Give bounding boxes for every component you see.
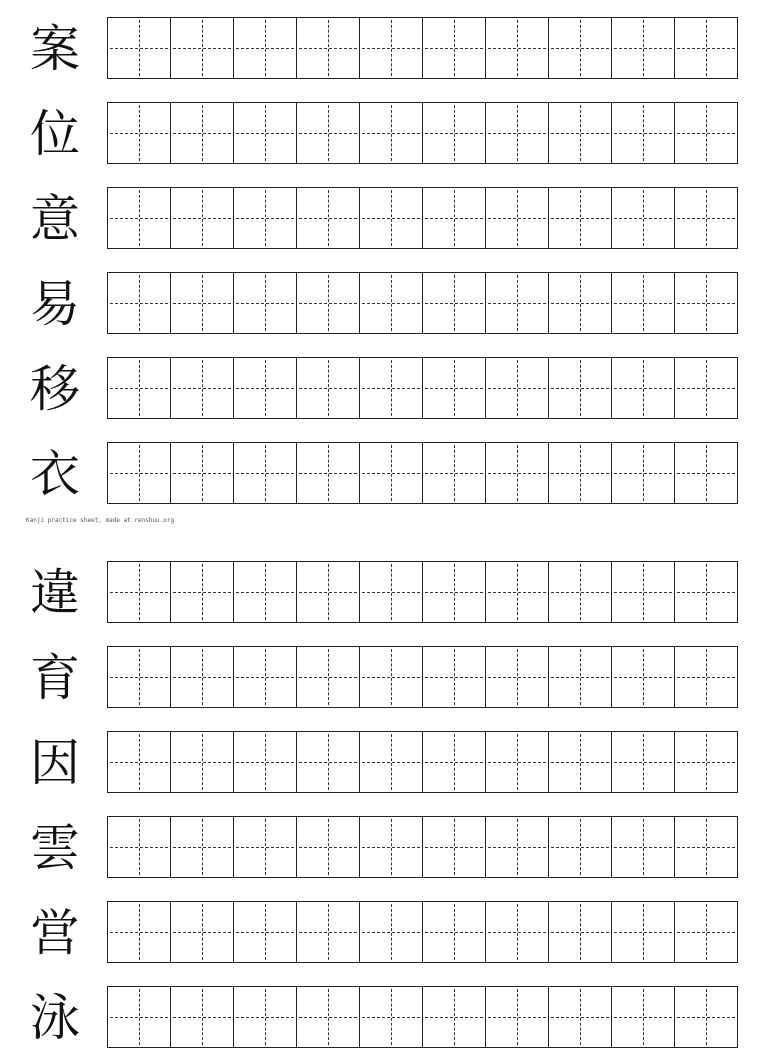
practice-cell[interactable] <box>549 901 612 963</box>
horizontal-guide-line <box>173 218 231 219</box>
practice-cell[interactable] <box>108 272 171 334</box>
horizontal-guide-line <box>236 762 294 763</box>
practice-cell[interactable] <box>549 561 612 623</box>
horizontal-guide-line <box>362 592 420 593</box>
horizontal-guide-line <box>425 388 483 389</box>
practice-cell[interactable] <box>549 187 612 249</box>
model-kanji: 違 <box>30 564 80 622</box>
practice-cell[interactable] <box>360 357 423 419</box>
practice-grid[interactable] <box>107 272 737 334</box>
practice-cell[interactable] <box>360 731 423 793</box>
practice-cell[interactable] <box>675 901 738 963</box>
horizontal-guide-line <box>173 388 231 389</box>
horizontal-guide-line <box>173 932 231 933</box>
horizontal-guide-line <box>362 677 420 678</box>
horizontal-guide-line <box>425 762 483 763</box>
practice-cell[interactable] <box>423 816 486 878</box>
horizontal-guide-line <box>488 388 546 389</box>
horizontal-guide-line <box>488 48 546 49</box>
horizontal-guide-line <box>110 847 168 848</box>
horizontal-guide-line <box>110 932 168 933</box>
horizontal-guide-line <box>173 592 231 593</box>
practice-cell[interactable] <box>171 442 234 504</box>
practice-cell[interactable] <box>486 102 549 164</box>
horizontal-guide-line <box>110 218 168 219</box>
horizontal-guide-line <box>110 677 168 678</box>
horizontal-guide-line <box>362 388 420 389</box>
horizontal-guide-line <box>425 592 483 593</box>
horizontal-guide-line <box>173 303 231 304</box>
model-kanji: 位 <box>30 105 80 163</box>
horizontal-guide-line <box>362 762 420 763</box>
practice-cell[interactable] <box>423 357 486 419</box>
horizontal-guide-line <box>236 677 294 678</box>
practice-grid[interactable] <box>107 561 737 623</box>
practice-cell[interactable] <box>297 102 360 164</box>
model-kanji: 意 <box>30 190 80 248</box>
practice-cell[interactable] <box>108 816 171 878</box>
horizontal-guide-line <box>236 218 294 219</box>
horizontal-guide-line <box>173 473 231 474</box>
practice-cell[interactable] <box>297 357 360 419</box>
practice-cell[interactable] <box>423 187 486 249</box>
model-kanji: 雲 <box>30 819 80 877</box>
practice-cell[interactable] <box>549 731 612 793</box>
horizontal-guide-line <box>425 932 483 933</box>
horizontal-guide-line <box>677 762 735 763</box>
horizontal-guide-line <box>299 48 357 49</box>
horizontal-guide-line <box>551 303 609 304</box>
horizontal-guide-line <box>110 48 168 49</box>
practice-cell[interactable] <box>612 442 675 504</box>
practice-cell[interactable] <box>549 646 612 708</box>
practice-cell[interactable] <box>486 17 549 79</box>
model-kanji: 案 <box>30 20 80 78</box>
model-kanji: 育 <box>30 649 80 707</box>
horizontal-guide-line <box>614 303 672 304</box>
practice-cell[interactable] <box>297 442 360 504</box>
horizontal-guide-line <box>299 1017 357 1018</box>
practice-cell[interactable] <box>675 17 738 79</box>
practice-cell[interactable] <box>549 272 612 334</box>
horizontal-guide-line <box>677 388 735 389</box>
practice-cell[interactable] <box>423 901 486 963</box>
practice-grid[interactable] <box>107 357 737 419</box>
model-kanji: 因 <box>30 734 80 792</box>
horizontal-guide-line <box>236 932 294 933</box>
practice-cell[interactable] <box>423 272 486 334</box>
horizontal-guide-line <box>362 133 420 134</box>
practice-cell[interactable] <box>108 187 171 249</box>
practice-row <box>0 272 768 336</box>
horizontal-guide-line <box>299 847 357 848</box>
horizontal-guide-line <box>488 677 546 678</box>
practice-cell[interactable] <box>612 561 675 623</box>
practice-cell[interactable] <box>234 187 297 249</box>
horizontal-guide-line <box>488 218 546 219</box>
practice-cell[interactable] <box>549 442 612 504</box>
horizontal-guide-line <box>677 932 735 933</box>
model-kanji: 易 <box>30 275 80 333</box>
practice-cell[interactable] <box>297 646 360 708</box>
horizontal-guide-line <box>551 847 609 848</box>
practice-cell[interactable] <box>423 986 486 1048</box>
practice-cell[interactable] <box>171 272 234 334</box>
model-kanji: 移 <box>30 360 80 418</box>
horizontal-guide-line <box>425 218 483 219</box>
practice-cell[interactable] <box>675 731 738 793</box>
practice-cell[interactable] <box>108 17 171 79</box>
horizontal-guide-line <box>614 592 672 593</box>
horizontal-guide-line <box>110 762 168 763</box>
practice-cell[interactable] <box>171 986 234 1048</box>
practice-cell[interactable] <box>171 17 234 79</box>
practice-cell[interactable] <box>360 272 423 334</box>
practice-cell[interactable] <box>612 357 675 419</box>
horizontal-guide-line <box>677 677 735 678</box>
practice-cell[interactable] <box>486 986 549 1048</box>
practice-cell[interactable] <box>360 102 423 164</box>
horizontal-guide-line <box>425 473 483 474</box>
horizontal-guide-line <box>299 303 357 304</box>
practice-cell[interactable] <box>234 731 297 793</box>
horizontal-guide-line <box>173 1017 231 1018</box>
practice-row <box>0 187 768 251</box>
practice-cell[interactable] <box>360 816 423 878</box>
horizontal-guide-line <box>299 388 357 389</box>
sheet-footer-credit: Kanji practice sheet, made at renshuu.org <box>26 517 175 524</box>
horizontal-guide-line <box>614 847 672 848</box>
practice-cell[interactable] <box>360 187 423 249</box>
horizontal-guide-line <box>614 388 672 389</box>
horizontal-guide-line <box>551 48 609 49</box>
practice-cell[interactable] <box>171 561 234 623</box>
practice-cell[interactable] <box>360 901 423 963</box>
horizontal-guide-line <box>236 48 294 49</box>
practice-cell[interactable] <box>675 357 738 419</box>
practice-cell[interactable] <box>612 646 675 708</box>
horizontal-guide-line <box>236 388 294 389</box>
practice-cell[interactable] <box>171 646 234 708</box>
practice-cell[interactable] <box>360 986 423 1048</box>
horizontal-guide-line <box>488 762 546 763</box>
practice-cell[interactable] <box>486 731 549 793</box>
practice-cell[interactable] <box>612 187 675 249</box>
horizontal-guide-line <box>614 762 672 763</box>
practice-cell[interactable] <box>360 442 423 504</box>
practice-cell[interactable] <box>171 357 234 419</box>
practice-grid[interactable] <box>107 187 737 249</box>
horizontal-guide-line <box>488 1017 546 1018</box>
practice-cell[interactable] <box>675 442 738 504</box>
horizontal-guide-line <box>236 1017 294 1018</box>
horizontal-guide-line <box>677 303 735 304</box>
horizontal-guide-line <box>488 592 546 593</box>
horizontal-guide-line <box>677 133 735 134</box>
practice-cell[interactable] <box>486 816 549 878</box>
horizontal-guide-line <box>173 133 231 134</box>
horizontal-guide-line <box>614 133 672 134</box>
horizontal-guide-line <box>362 303 420 304</box>
practice-cell[interactable] <box>423 646 486 708</box>
practice-cell[interactable] <box>234 357 297 419</box>
practice-cell[interactable] <box>171 187 234 249</box>
practice-row <box>0 646 768 710</box>
practice-row <box>0 901 768 965</box>
horizontal-guide-line <box>488 932 546 933</box>
horizontal-guide-line <box>551 677 609 678</box>
practice-cell[interactable] <box>297 17 360 79</box>
practice-cell[interactable] <box>675 561 738 623</box>
practice-cell[interactable] <box>360 561 423 623</box>
horizontal-guide-line <box>488 847 546 848</box>
horizontal-guide-line <box>299 932 357 933</box>
practice-cell[interactable] <box>234 442 297 504</box>
horizontal-guide-line <box>362 1017 420 1018</box>
horizontal-guide-line <box>425 303 483 304</box>
practice-cell[interactable] <box>234 272 297 334</box>
practice-cell[interactable] <box>108 561 171 623</box>
practice-grid[interactable] <box>107 901 737 963</box>
horizontal-guide-line <box>488 473 546 474</box>
practice-cell[interactable] <box>108 646 171 708</box>
horizontal-guide-line <box>551 388 609 389</box>
horizontal-guide-line <box>110 473 168 474</box>
practice-grid[interactable] <box>107 731 737 793</box>
practice-cell[interactable] <box>549 986 612 1048</box>
horizontal-guide-line <box>236 847 294 848</box>
practice-cell[interactable] <box>360 646 423 708</box>
horizontal-guide-line <box>677 847 735 848</box>
horizontal-guide-line <box>551 592 609 593</box>
practice-grid[interactable] <box>107 816 737 878</box>
practice-cell[interactable] <box>297 986 360 1048</box>
practice-cell[interactable] <box>675 816 738 878</box>
practice-cell[interactable] <box>297 272 360 334</box>
practice-cell[interactable] <box>234 986 297 1048</box>
practice-cell[interactable] <box>612 731 675 793</box>
practice-grid[interactable] <box>107 442 737 504</box>
practice-cell[interactable] <box>486 357 549 419</box>
horizontal-guide-line <box>677 592 735 593</box>
practice-row <box>0 731 768 795</box>
practice-cell[interactable] <box>675 187 738 249</box>
model-kanji: 衣 <box>30 445 80 503</box>
practice-cell[interactable] <box>297 561 360 623</box>
practice-row <box>0 102 768 166</box>
practice-cell[interactable] <box>108 901 171 963</box>
horizontal-guide-line <box>677 473 735 474</box>
horizontal-guide-line <box>236 133 294 134</box>
practice-cell[interactable] <box>423 17 486 79</box>
practice-cell[interactable] <box>171 102 234 164</box>
practice-grid[interactable] <box>107 646 737 708</box>
horizontal-guide-line <box>551 133 609 134</box>
horizontal-guide-line <box>551 473 609 474</box>
practice-cell[interactable] <box>108 357 171 419</box>
horizontal-guide-line <box>362 48 420 49</box>
horizontal-guide-line <box>551 932 609 933</box>
horizontal-guide-line <box>551 218 609 219</box>
practice-cell[interactable] <box>486 901 549 963</box>
model-kanji: 泳 <box>30 989 80 1047</box>
horizontal-guide-line <box>677 1017 735 1018</box>
horizontal-guide-line <box>425 48 483 49</box>
practice-grid[interactable] <box>107 102 737 164</box>
practice-row <box>0 357 768 421</box>
practice-grid[interactable] <box>107 17 737 79</box>
horizontal-guide-line <box>110 1017 168 1018</box>
practice-cell[interactable] <box>360 17 423 79</box>
practice-cell[interactable] <box>234 816 297 878</box>
practice-cell[interactable] <box>486 646 549 708</box>
horizontal-guide-line <box>614 48 672 49</box>
practice-row <box>0 816 768 880</box>
practice-cell[interactable] <box>423 561 486 623</box>
horizontal-guide-line <box>551 762 609 763</box>
practice-cell[interactable] <box>612 17 675 79</box>
practice-cell[interactable] <box>675 986 738 1048</box>
horizontal-guide-line <box>614 677 672 678</box>
horizontal-guide-line <box>488 303 546 304</box>
practice-cell[interactable] <box>675 102 738 164</box>
practice-cell[interactable] <box>549 357 612 419</box>
practice-cell[interactable] <box>234 646 297 708</box>
practice-row <box>0 561 768 625</box>
model-kanji: 営 <box>30 904 80 962</box>
practice-cell[interactable] <box>423 731 486 793</box>
horizontal-guide-line <box>677 48 735 49</box>
practice-cell[interactable] <box>108 442 171 504</box>
practice-cell[interactable] <box>171 731 234 793</box>
practice-row <box>0 442 768 506</box>
horizontal-guide-line <box>173 762 231 763</box>
practice-cell[interactable] <box>108 102 171 164</box>
horizontal-guide-line <box>425 677 483 678</box>
practice-cell[interactable] <box>486 442 549 504</box>
practice-cell[interactable] <box>234 17 297 79</box>
practice-cell[interactable] <box>297 731 360 793</box>
horizontal-guide-line <box>110 303 168 304</box>
horizontal-guide-line <box>236 303 294 304</box>
practice-row <box>0 986 768 1050</box>
practice-cell[interactable] <box>234 102 297 164</box>
practice-cell[interactable] <box>108 731 171 793</box>
practice-cell[interactable] <box>108 986 171 1048</box>
horizontal-guide-line <box>236 473 294 474</box>
practice-cell[interactable] <box>612 272 675 334</box>
horizontal-guide-line <box>173 847 231 848</box>
practice-cell[interactable] <box>675 646 738 708</box>
practice-cell[interactable] <box>486 272 549 334</box>
horizontal-guide-line <box>551 1017 609 1018</box>
practice-cell[interactable] <box>612 986 675 1048</box>
horizontal-guide-line <box>236 592 294 593</box>
horizontal-guide-line <box>614 473 672 474</box>
horizontal-guide-line <box>362 932 420 933</box>
horizontal-guide-line <box>362 473 420 474</box>
practice-cell[interactable] <box>549 816 612 878</box>
practice-cell[interactable] <box>486 561 549 623</box>
horizontal-guide-line <box>110 388 168 389</box>
horizontal-guide-line <box>173 48 231 49</box>
horizontal-guide-line <box>677 218 735 219</box>
horizontal-guide-line <box>299 218 357 219</box>
practice-cell[interactable] <box>612 102 675 164</box>
practice-cell[interactable] <box>297 816 360 878</box>
horizontal-guide-line <box>425 133 483 134</box>
horizontal-guide-line <box>299 677 357 678</box>
horizontal-guide-line <box>299 592 357 593</box>
horizontal-guide-line <box>299 133 357 134</box>
horizontal-guide-line <box>362 847 420 848</box>
horizontal-guide-line <box>614 932 672 933</box>
horizontal-guide-line <box>362 218 420 219</box>
practice-cell[interactable] <box>171 901 234 963</box>
horizontal-guide-line <box>425 1017 483 1018</box>
practice-cell[interactable] <box>234 901 297 963</box>
practice-row <box>0 17 768 81</box>
horizontal-guide-line <box>614 218 672 219</box>
practice-cell[interactable] <box>549 102 612 164</box>
horizontal-guide-line <box>299 473 357 474</box>
horizontal-guide-line <box>488 133 546 134</box>
horizontal-guide-line <box>614 1017 672 1018</box>
horizontal-guide-line <box>110 592 168 593</box>
practice-cell[interactable] <box>171 816 234 878</box>
practice-cell[interactable] <box>297 901 360 963</box>
practice-cell[interactable] <box>612 816 675 878</box>
practice-cell[interactable] <box>423 442 486 504</box>
practice-cell[interactable] <box>486 187 549 249</box>
practice-cell[interactable] <box>234 561 297 623</box>
horizontal-guide-line <box>110 133 168 134</box>
horizontal-guide-line <box>173 677 231 678</box>
horizontal-guide-line <box>299 762 357 763</box>
practice-cell[interactable] <box>549 17 612 79</box>
practice-grid[interactable] <box>107 986 737 1048</box>
practice-cell[interactable] <box>423 102 486 164</box>
practice-cell[interactable] <box>675 272 738 334</box>
horizontal-guide-line <box>425 847 483 848</box>
practice-cell[interactable] <box>612 901 675 963</box>
practice-cell[interactable] <box>297 187 360 249</box>
